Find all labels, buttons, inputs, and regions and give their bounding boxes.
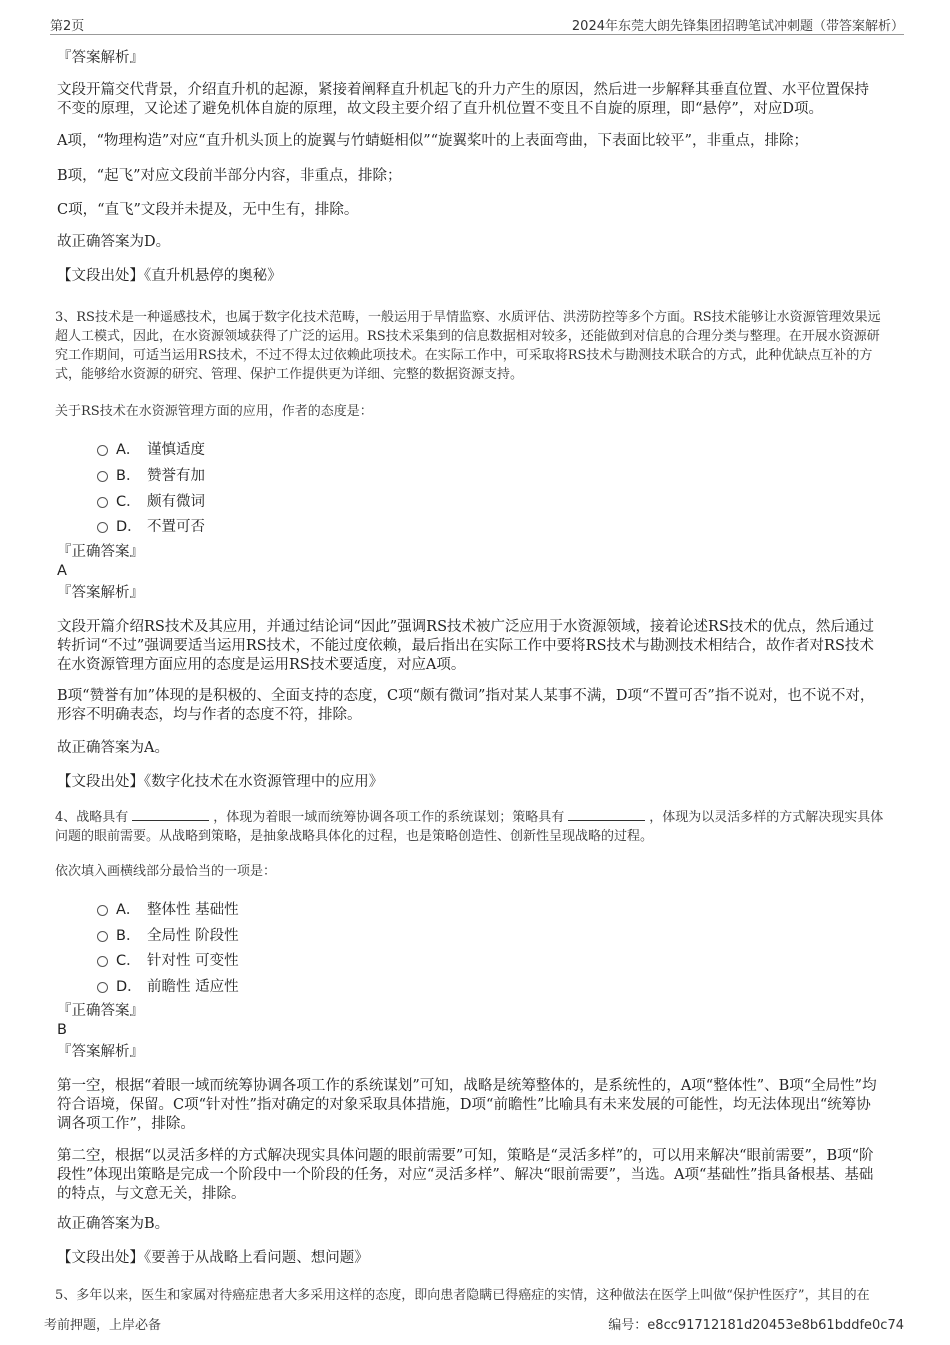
q3-option-b[interactable]: B． 赞誉有加 <box>97 464 205 485</box>
q3-option-d[interactable]: D． 不置可否 <box>97 515 205 536</box>
q3-analysis-p3: 故正确答案为A。 <box>57 740 169 756</box>
q4-option-d[interactable]: D． 前瞻性 适应性 <box>97 975 239 996</box>
radio-button-icon[interactable] <box>97 956 108 967</box>
q3-analysis-p1: 文段开篇介绍RS技术及其应用，并通过结论词“因此”强调RS技术被广泛应用于水资源领域，接着论述RS技术的优点，然后通过转折词“不过”强调要适当运用RS技术，不能过度依赖，最后指出在实际工作中要将RS技术与勘测技术相结合，故作者对RS技术在水资源管理方面应用的态度是运用RS技术要适度，对应A项。 <box>57 619 874 673</box>
q4-answer-label: 『正确答案』 <box>57 1003 144 1019</box>
radio-button-icon[interactable] <box>97 522 108 533</box>
q4-stem: 4、战略具有 ，体现为着眼一域而统筹协调各项工作的系统谋划；策略具有 ，体现为以灵活多样的方式解决现实具体问题的眼前需要。从战略到策略，是抽象战略具体化的过程，也是策略创造性、创新性呈现战略的过程。 <box>55 810 884 844</box>
q3-answer: A <box>57 563 67 579</box>
q2-analysis-p1: 文段开篇交代背景，介绍直升机的起源，紧接着阐释直升机起飞的升力产生的原因，然后进一步解释其垂直位置、水平位置保持不变的原理，又论述了避免机体自旋的原理，故文段主要介绍了直升机位置不变且不自旋的原理，即“悬停”，对应D项。 <box>57 82 869 117</box>
q2-analysis-label: 『答案解析』 <box>57 50 144 66</box>
q4-option-a[interactable]: A． 整体性 基础性 <box>97 898 239 919</box>
q2-analysis-p3: B项，“起飞”对应文段前半部分内容，非重点，排除； <box>57 168 402 184</box>
q3-analysis-p2: B项“赞誉有加”体现的是积极的、全面支持的态度，C项“颇有微词”指对某人某事不满，D项“不置可否”指不说对，也不说不对，形容不明确表态，均与作者的态度不符，排除。 <box>57 688 875 723</box>
fill-blank-2 <box>568 808 645 821</box>
radio-button-icon[interactable] <box>97 497 108 508</box>
footer-slogan: 考前押题，上岸必备 <box>44 1318 162 1333</box>
q4-analysis-label: 『答案解析』 <box>57 1044 144 1060</box>
q3-answer-label: 『正确答案』 <box>57 544 144 560</box>
fill-blank-1 <box>132 808 209 821</box>
radio-button-icon[interactable] <box>97 471 108 482</box>
q3-question: 关于RS技术在水资源管理方面的应用，作者的态度是： <box>55 404 373 419</box>
q3-source: 【文段出处】《数字化技术在水资源管理中的应用》 <box>57 774 384 790</box>
q3-option-c[interactable]: C． 颇有微词 <box>97 490 205 511</box>
footer-code: 编号：e8cc91712181d20453e8b61bddfe0c74 <box>608 1318 904 1333</box>
page-number: 第2页 <box>50 19 85 34</box>
q4-source: 【文段出处】《要善于从战略上看问题、想问题》 <box>57 1250 369 1266</box>
q4-option-c[interactable]: C． 针对性 可变性 <box>97 949 239 970</box>
q4-analysis-p2: 第二空，根据“以灵活多样的方式解决现实具体问题的眼前需要”可知，策略是“灵活多样”的，可以用来解决“眼前需要”，B项“阶段性”体现出策略是完成一个阶段中一个阶段的任务，对应“灵活多样”、解决“眼前需要”，当选。A项“基础性”指具备根基、基础的特点，与文意无关，排除。 <box>57 1148 874 1202</box>
q5-stem: 5、多年以来，医生和家属对待癌症患者大多采用这样的态度，即向患者隐瞒已得癌症的实情，这种做法在医学上叫做“保护性医疗”，其目的在 <box>55 1288 870 1303</box>
q2-source: 【文段出处】《直升机悬停的奥秘》 <box>57 268 282 284</box>
radio-button-icon[interactable] <box>97 931 108 942</box>
q3-option-a[interactable]: A． 谨慎适度 <box>97 438 205 459</box>
q4-answer: B <box>57 1022 67 1038</box>
q2-analysis-p4: C项，“直飞”文段并未提及，无中生有，排除。 <box>57 202 359 218</box>
q4-option-b[interactable]: B． 全局性 阶段性 <box>97 924 239 945</box>
q3-stem: 3、RS技术是一种遥感技术，也属于数字化技术范畴，一般运用于旱情监察、水质评估、洪涝防控等多个方面。RS技术能够让水资源管理效果远超人工模式，因此，在水资源领域获得了广泛的运用。RS技术采集到的信息数据相对较多，还能做到对信息的合理分类与整理。在开展水资源研究工作期间，可适当运用RS技术，不过不得太过依赖此项技术。在实际工作中，可采取将RS技术与勘测技术联合的方式，此种优缺点互补的方式，能够给水资源的研究、管理、保护工作提供更为详细、完整的数据资源支持。 <box>55 310 881 382</box>
document-title: 2024年东莞大朗先锋集团招聘笔试冲刺题（带答案解析） <box>571 19 904 34</box>
q4-question: 依次填入画横线部分最恰当的一项是： <box>55 864 277 879</box>
q4-analysis-p1: 第一空，根据“着眼一域而统筹协调各项工作的系统谋划”可知，战略是统筹整体的，是系统性的，A项“整体性”、B项“全局性”均符合语境，保留。C项“针对性”指对确定的对象采取具体措施，D项“前瞻性”比喻具有未来发展的可能性，均无法体现出“统筹协调各项工作”，排除。 <box>57 1078 877 1132</box>
q4-analysis-p3: 故正确答案为B。 <box>57 1216 170 1232</box>
radio-button-icon[interactable] <box>97 982 108 993</box>
q2-analysis-p2: A项，“物理构造”对应“直升机头顶上的旋翼与竹蜻蜓相似”“旋翼桨叶的上表面弯曲，下表面比较平”，非重点，排除； <box>57 133 808 149</box>
q3-analysis-label: 『答案解析』 <box>57 585 144 601</box>
header-divider <box>50 34 904 35</box>
q2-analysis-p5: 故正确答案为D。 <box>57 234 171 250</box>
radio-button-icon[interactable] <box>97 905 108 916</box>
radio-button-icon[interactable] <box>97 445 108 456</box>
